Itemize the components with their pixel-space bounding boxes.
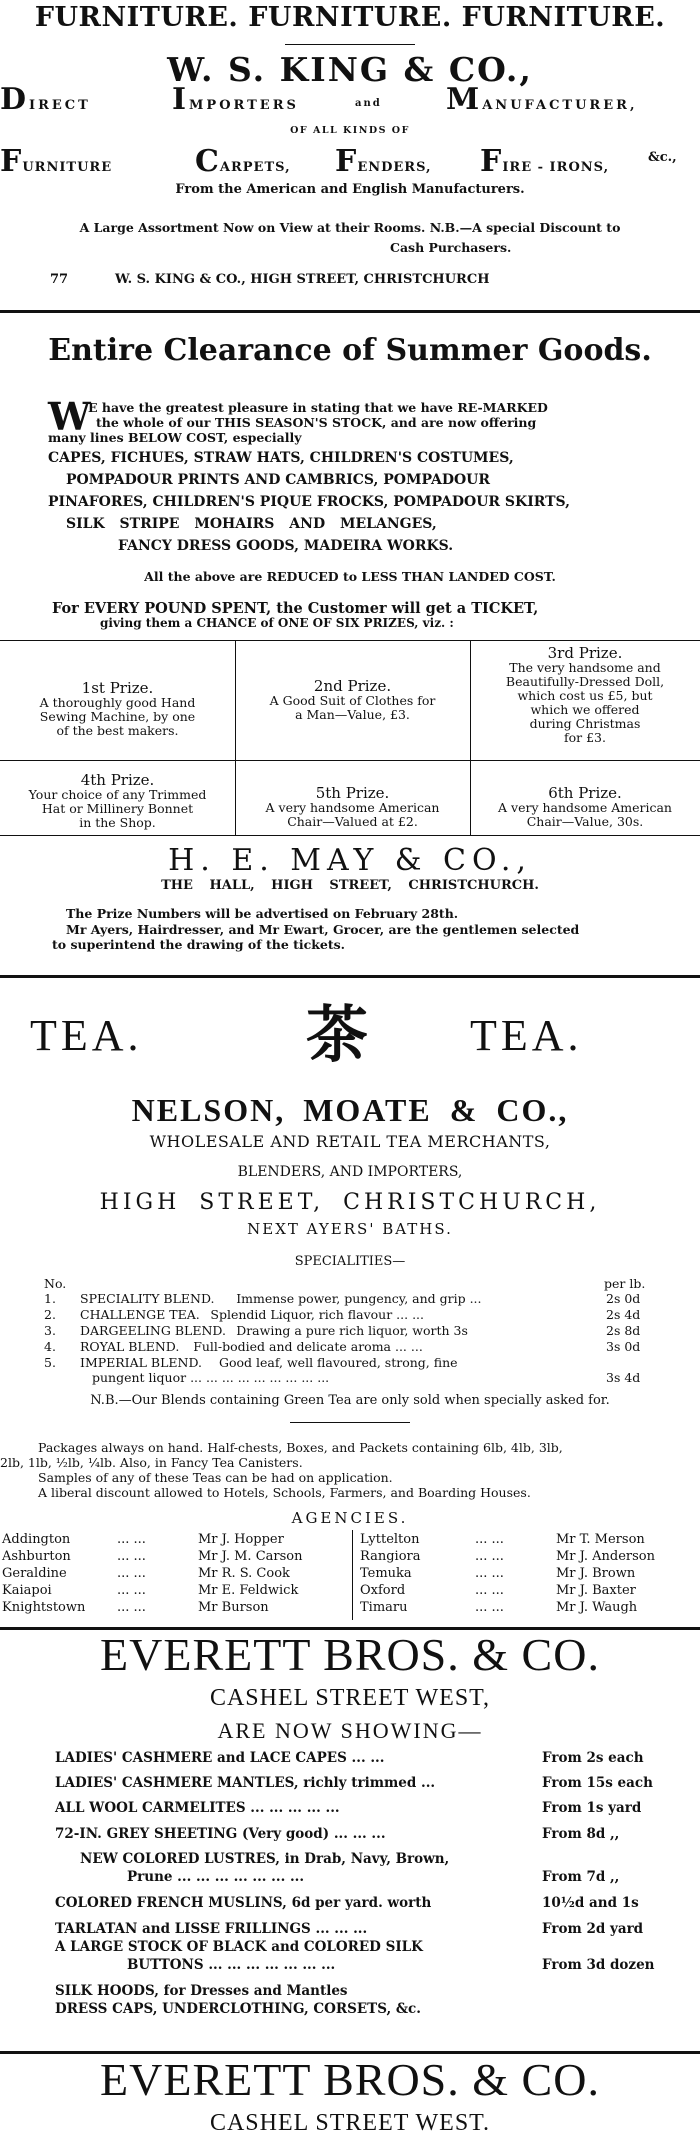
may-company-name: H. E. MAY & CO., [168, 843, 532, 878]
king-line2-fenders: FENDERS, [335, 144, 432, 179]
prize-title: 1st Prize. [81, 679, 154, 697]
tea-packages-4: A liberal discount allowed to Hotels, Schools, Farmers, and Boarding Houses. [38, 1485, 531, 1500]
everett-item-name: DRESS CAPS, UNDERCLOTHING, CORSETS, &c. [55, 2001, 421, 2017]
tea-packages-2: 2lb, 1lb, ½lb, ¼lb. Also, in Fancy Tea Canisters. [0, 1455, 303, 1470]
king-number: 77 [50, 272, 69, 287]
king-line1-manufacturer: MANUFACTURER, [446, 82, 638, 117]
king-from-line: From the American and English Manufacturers. [175, 182, 525, 197]
tea-item-desc: Good leaf, well flavoured, strong, fine [219, 1355, 458, 1370]
tea-item-desc: Full-bodied and delicate aroma ... ... [193, 1339, 423, 1354]
tea-packages-1: Packages always on hand. Half-chests, Boxes, and Packets containing 6lb, 4lb, 3lb, [38, 1440, 563, 1455]
tea-item-name: IMPERIAL BLEND. [80, 1355, 203, 1370]
may-goods-4: SILK STRIPE MOHAIRS AND MELANGES, [66, 516, 437, 532]
may-headline: Entire Clearance of Summer Goods. [48, 333, 652, 368]
everett-showing: ARE NOW SHOWING— [217, 1718, 483, 1743]
tea-item-number: 1. [44, 1291, 56, 1306]
everett-item-name: 72-IN. GREY SHEETING (Very good) ... ... ... [55, 1826, 386, 1842]
prize-title: 4th Prize. [80, 771, 155, 789]
tea-item-price: 2s 0d [606, 1291, 641, 1306]
section-divider [0, 310, 700, 313]
prize-4 [0, 772, 235, 830]
tea-address: HIGH STREET, CHRISTCHURCH, [99, 1190, 601, 1215]
prize-desc: A Good Suit of Clothes for [269, 693, 436, 708]
section-divider [0, 975, 700, 978]
prize-desc: Chair—Valued at £2. [287, 814, 418, 829]
tea-right-heading: TEA. [470, 1011, 583, 1060]
king-address: W. S. KING & CO., HIGH STREET, CHRISTCHURCH [115, 272, 490, 287]
tea-item-name: DARGEELING BLEND. [80, 1323, 226, 1338]
agency-agent: Mr T. Merson [556, 1532, 645, 1547]
may-ticket-line2: giving them a CHANCE of ONE OF SIX PRIZES, viz. : [100, 616, 454, 630]
grid-line [0, 760, 700, 761]
prize-desc: Sewing Machine, by one [39, 709, 196, 724]
tea-item-desc: Splendid Liquor, rich flavour ... ... [210, 1307, 424, 1322]
everett-item-price: From 2s each [542, 1750, 644, 1766]
prize-desc: which we offered [530, 702, 640, 717]
agency-dots: ... ... [475, 1566, 504, 1581]
prize-2 [235, 678, 470, 722]
everett-item-name: BUTTONS ... ... ... ... ... ... ... [127, 1957, 336, 1973]
tea-sub1: WHOLESALE AND RETAIL TEA MERCHANTS, [149, 1132, 551, 1151]
agency-place: Oxford [360, 1583, 406, 1598]
agency-agent: Mr J. Hopper [198, 1532, 284, 1547]
tea-item-number: 3. [44, 1323, 56, 1338]
prize-desc: A thoroughly good Hand [39, 695, 196, 710]
everett-street: CASHEL STREET WEST, [209, 1685, 491, 1711]
agency-agent: Mr Burson [198, 1600, 269, 1615]
prize-title: 5th Prize. [315, 784, 390, 802]
prize-desc: during Christmas [529, 716, 641, 731]
tea-packages-3: Samples of any of these Teas can be had on application. [38, 1470, 393, 1485]
everett-item-name: LADIES' CASHMERE MANTLES, richly trimmed ... [55, 1775, 436, 1791]
tea-sub2: BLENDERS, AND IMPORTERS, [237, 1164, 463, 1180]
prize-desc: a Man—Value, £3. [295, 707, 410, 722]
divider [290, 1422, 410, 1423]
agency-dots: ... ... [117, 1600, 146, 1615]
agency-place: Knightstown [2, 1600, 86, 1615]
everett-item-price: From 2d yard [542, 1921, 644, 1937]
tea-item-name: ROYAL BLEND. [80, 1339, 180, 1354]
king-line1-and: and [355, 98, 382, 109]
king-line1-direct: DIRECT [0, 82, 91, 117]
agency-place: Kaiapoi [2, 1583, 52, 1598]
agency-dots: ... ... [117, 1566, 146, 1581]
prize-desc: Your choice of any Trimmed [28, 787, 207, 802]
everett-item-name: TARLATAN and LISSE FRILLINGS ... ... ... [55, 1921, 368, 1937]
tea-company-name: NELSON, MOATE & CO., [131, 1092, 569, 1128]
prize-desc: for £3. [564, 730, 606, 745]
tea-nb: N.B.—Our Blends containing Green Tea are only sold when specially asked for. [90, 1393, 610, 1408]
everett-company-name: EVERETT BROS. & CO. [100, 1629, 600, 1680]
everett-item-list [0, 1750, 700, 2040]
agency-place: Lyttelton [360, 1532, 420, 1547]
tea-agencies-title: AGENCIES. [291, 1509, 409, 1527]
everett-item-name: Prune ... ... ... ... ... ... ... [127, 1869, 305, 1885]
tea-item-number: 2. [44, 1307, 56, 1322]
agency-dots: ... ... [117, 1583, 146, 1598]
agency-dots: ... ... [475, 1549, 504, 1564]
prize-desc: A very handsome American [498, 800, 672, 815]
tea-item-price: 2s 8d [606, 1323, 641, 1338]
tea-left-heading: TEA. [30, 1011, 143, 1060]
agency-place: Ashburton [2, 1549, 71, 1564]
agency-place: Temuka [360, 1566, 412, 1581]
grid-line [0, 835, 700, 836]
may-goods-5: FANCY DRESS GOODS, MADEIRA WORKS. [118, 538, 454, 554]
tea-specialities-title: SPECIALITIES— [294, 1254, 406, 1269]
may-address: THE HALL, HIGH STREET, CHRISTCHURCH. [161, 878, 539, 893]
may-intro-line1: E have the greatest pleasure in stating that we have RE-MARKED [88, 400, 548, 415]
grid-line [0, 640, 700, 641]
agency-place: Geraldine [2, 1566, 67, 1581]
may-dropcap: W [48, 394, 91, 439]
everett-item-name: A LARGE STOCK OF BLACK and COLORED SILK [55, 1939, 423, 1955]
tea-item-name: SPECIALITY BLEND. [80, 1291, 215, 1306]
prize-6 [470, 785, 700, 829]
col-header-no: No. [44, 1276, 67, 1291]
agency-agent: Mr J. Anderson [556, 1549, 655, 1564]
king-company-name: W. S. KING & CO., [167, 50, 533, 89]
everett2-company-name: EVERETT BROS. & CO. [100, 2054, 600, 2105]
tea-agencies-table [0, 1532, 700, 1622]
prize-3 [470, 645, 700, 745]
tea-item5-price: 3s 4d [606, 1370, 641, 1385]
king-cash-line: Cash Purchasers. [390, 240, 512, 255]
prize-desc: A very handsome American [265, 800, 440, 815]
agency-place: Timaru [360, 1600, 408, 1615]
everett-item-name: COLORED FRENCH MUSLINS, 6d per yard. worth [55, 1895, 432, 1911]
agency-place: Addington [2, 1532, 71, 1547]
everett-item-name: LADIES' CASHMERE and LACE CAPES ... ... [55, 1750, 385, 1766]
prize-desc: Beautifully-Dressed Doll, [505, 674, 665, 689]
prize-desc: which cost us £5, but [517, 688, 653, 703]
prize-title: 3rd Prize. [547, 644, 623, 662]
prize-desc: The very handsome and [509, 660, 661, 675]
tea-chinese-logo-icon: 茶 [306, 998, 369, 1071]
agency-agent: Mr R. S. Cook [198, 1566, 290, 1581]
everett2-street: CASHEL STREET WEST. [209, 2110, 491, 2136]
king-line2-fireirons: FIRE - IRONS, [480, 144, 610, 179]
prize-title: 2nd Prize. [313, 677, 392, 695]
may-reduced: All the above are REDUCED to LESS THAN LANDED COST. [144, 569, 556, 584]
may-note-1: The Prize Numbers will be advertised on February 28th. [66, 906, 459, 921]
may-intro-line2: the whole of our THIS SEASON'S STOCK, and are now offering [96, 415, 537, 430]
agency-dots: ... ... [475, 1583, 504, 1598]
everett-item-price: From 7d ,, [542, 1869, 620, 1885]
prize-1 [0, 680, 235, 738]
may-goods-3: PINAFORES, CHILDREN'S PIQUE FROCKS, POMPADOUR SKIRTS, [48, 494, 571, 510]
everett-item-price: From 1s yard [542, 1800, 642, 1816]
agency-place: Rangiora [360, 1549, 421, 1564]
tea-next-ayers: NEXT AYERS' BATHS. [247, 1220, 453, 1238]
prize-desc: Hat or Millinery Bonnet [41, 801, 194, 816]
prize-title: 6th Prize. [548, 784, 622, 802]
king-banner: FURNITURE. FURNITURE. FURNITURE. [34, 2, 666, 33]
may-note-3: to superintend the drawing of the tickets. [52, 937, 346, 952]
prize-desc: of the best makers. [56, 723, 179, 738]
tea-item-number: 4. [44, 1339, 56, 1354]
agency-dots: ... ... [475, 1532, 504, 1547]
agency-dots: ... ... [117, 1532, 146, 1547]
everett-item-name: ALL WOOL CARMELITES ... ... ... ... ... [55, 1800, 340, 1816]
king-line1-importers: IMPORTERS [172, 82, 299, 117]
agency-dots: ... ... [117, 1549, 146, 1564]
agency-dots: ... ... [475, 1600, 504, 1615]
tea-item-desc: Drawing a pure rich liquor, worth 3s [236, 1323, 468, 1338]
everett-item-price: From 8d ,, [542, 1826, 620, 1842]
agency-agent: Mr J. Baxter [556, 1583, 636, 1598]
may-ticket-line1: For EVERY POUND SPENT, the Customer will get a TICKET, [52, 600, 539, 617]
agency-agent: Mr J. Waugh [556, 1600, 638, 1615]
agency-agent: Mr J. Brown [556, 1566, 636, 1581]
tea-item-name: CHALLENGE TEA. [80, 1307, 200, 1322]
tea-item-price: 3s 0d [606, 1339, 641, 1354]
everett-item-price: From 15s each [542, 1775, 653, 1791]
agency-agent: Mr E. Feldwick [198, 1583, 299, 1598]
prize-desc: in the Shop. [79, 815, 156, 830]
agency-agent: Mr J. M. Carson [198, 1549, 303, 1564]
everett-item-name: SILK HOODS, for Dresses and Mantles [55, 1983, 348, 1999]
king-of-all-kinds: OF ALL KINDS OF [290, 125, 410, 136]
tea-item5-cont: pungent liquor ... ... ... ... ... ... ... ... ... [92, 1370, 330, 1385]
king-line2-furniture: FURNITURE [0, 144, 113, 179]
king-line2-carpets: CARPETS, [195, 144, 291, 179]
may-goods-1: CAPES, FICHUES, STRAW HATS, CHILDREN'S COSTUMES, [48, 450, 514, 466]
everett-item-name: NEW COLORED LUSTRES, in Drab, Navy, Brown, [80, 1851, 450, 1867]
everett-item-price: 10½d and 1s [542, 1895, 639, 1911]
tea-item-price: 2s 4d [606, 1307, 641, 1322]
prize-desc: Chair—Value, 30s. [526, 814, 644, 829]
may-goods-2: POMPADOUR PRINTS AND CAMBRICS, POMPADOUR [66, 472, 491, 488]
tea-item-desc: Immense power, pungency, and grip ... [236, 1291, 482, 1306]
king-line2-etc: &c., [648, 150, 677, 165]
divider [285, 44, 415, 45]
prize-5 [235, 785, 470, 829]
may-intro-line3: many lines BELOW COST, especially [48, 430, 302, 445]
col-header-price: per lb. [604, 1276, 646, 1291]
may-note-2: Mr Ayers, Hairdresser, and Mr Ewart, Grocer, are the gentlemen selected [66, 922, 580, 937]
everett-item-price: From 3d dozen [542, 1957, 655, 1973]
tea-item-number: 5. [44, 1355, 56, 1370]
king-assortment-line: A Large Assortment Now on View at their Rooms. N.B.—A special Discount to [79, 220, 621, 235]
